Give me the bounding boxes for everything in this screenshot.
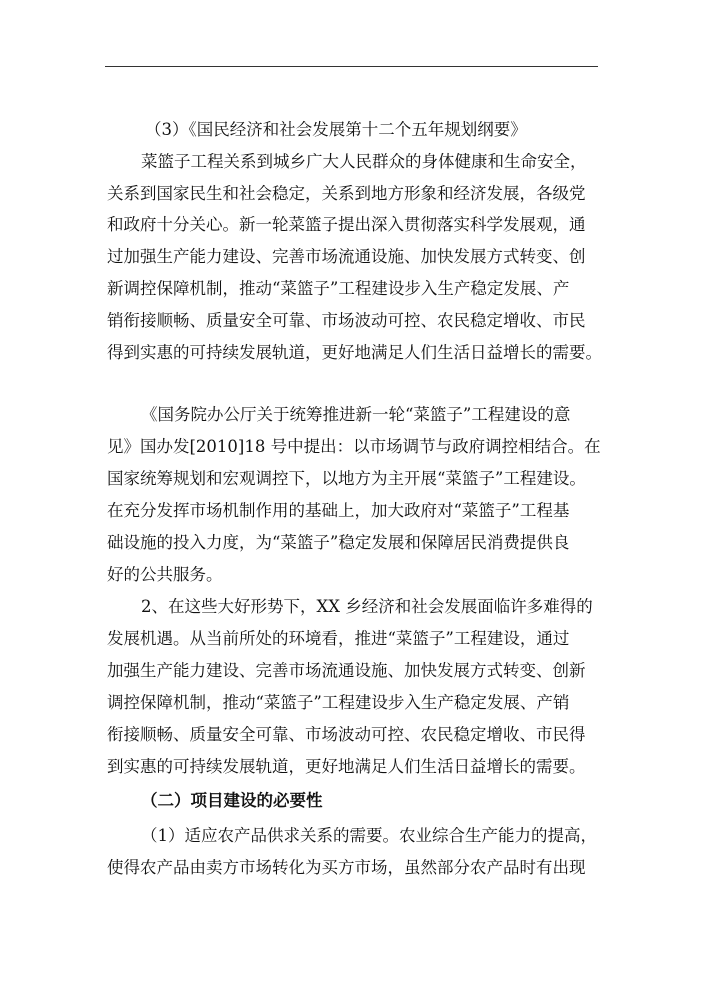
document-line: 好的公共服务。 [107,565,223,584]
document-line: 得到实惠的可持续发展轨道，更好地满足人们生活日益增长的需要。 [107,343,602,362]
document-line: 销衔接顺畅、质量安全可靠、市场波动可控、农民稳定增收、市民 [107,311,586,330]
document-line: 菜篮子工程关系到城乡广大人民群众的身体健康和生命安全， [141,152,587,171]
document-line: 和政府十分关心。新一轮菜篮子提出深入贯彻落实科学发展观，通 [107,215,586,234]
document-line: 2、在这些大好形势下，XX 乡经济和社会发展面临许多难得的 [141,597,593,616]
document-line: 到实惠的可持续发展轨道，更好地满足人们生活日益增长的需要。 [107,757,586,776]
document-line: 在充分发挥市场机制作用的基础上，加大政府对“菜篮子”工程基 [107,501,570,520]
document-line: 加强生产能力建设、完善市场流通设施、加快发展方式转变、创新 [107,661,586,680]
document-line: 新调控保障机制，推动“菜篮子”工程建设步入生产稳定发展、产 [107,279,570,298]
section-heading: （二）项目建设的必要性 [141,791,323,810]
document-line: （1）适应农产品供求关系的需要。农业综合生产能力的提高， [141,826,597,845]
document-line: 国家统筹规划和宏观调控下，以地方为主开展“菜篮子”工程建设。 [107,469,586,488]
document-line: 见》国办发[2010]18 号中提出：以市场调节与政府调控相结合。在 [107,437,601,456]
document-line: 关系到国家民生和社会稳定，关系到地方形象和经济发展，各级党 [107,184,586,203]
document-line: （3）《国民经济和社会发展第十二个五年规划纲要》 [145,120,527,139]
document-line: 《国务院办公厅关于统筹推进新一轮“菜篮子”工程建设的意 [141,405,571,424]
document-line: 发展机遇。从当前所处的环境看，推进“菜篮子”工程建设，通过 [107,629,570,648]
document-line: 础设施的投入力度，为“菜篮子”稳定发展和保障居民消费提供良 [107,533,570,552]
document-line: 衔接顺畅、质量安全可靠、市场波动可控、农民稳定增收、市民得 [107,725,586,744]
document-line: 使得农产品由卖方市场转化为买方市场，虽然部分农产品时有出现 [107,858,586,877]
document-line: 调控保障机制，推动“菜篮子”工程建设步入生产稳定发展、产销 [107,693,570,712]
document-line: 过加强生产能力建设、完善市场流通设施、加快发展方式转变、创 [107,247,586,266]
header-rule [105,66,598,67]
